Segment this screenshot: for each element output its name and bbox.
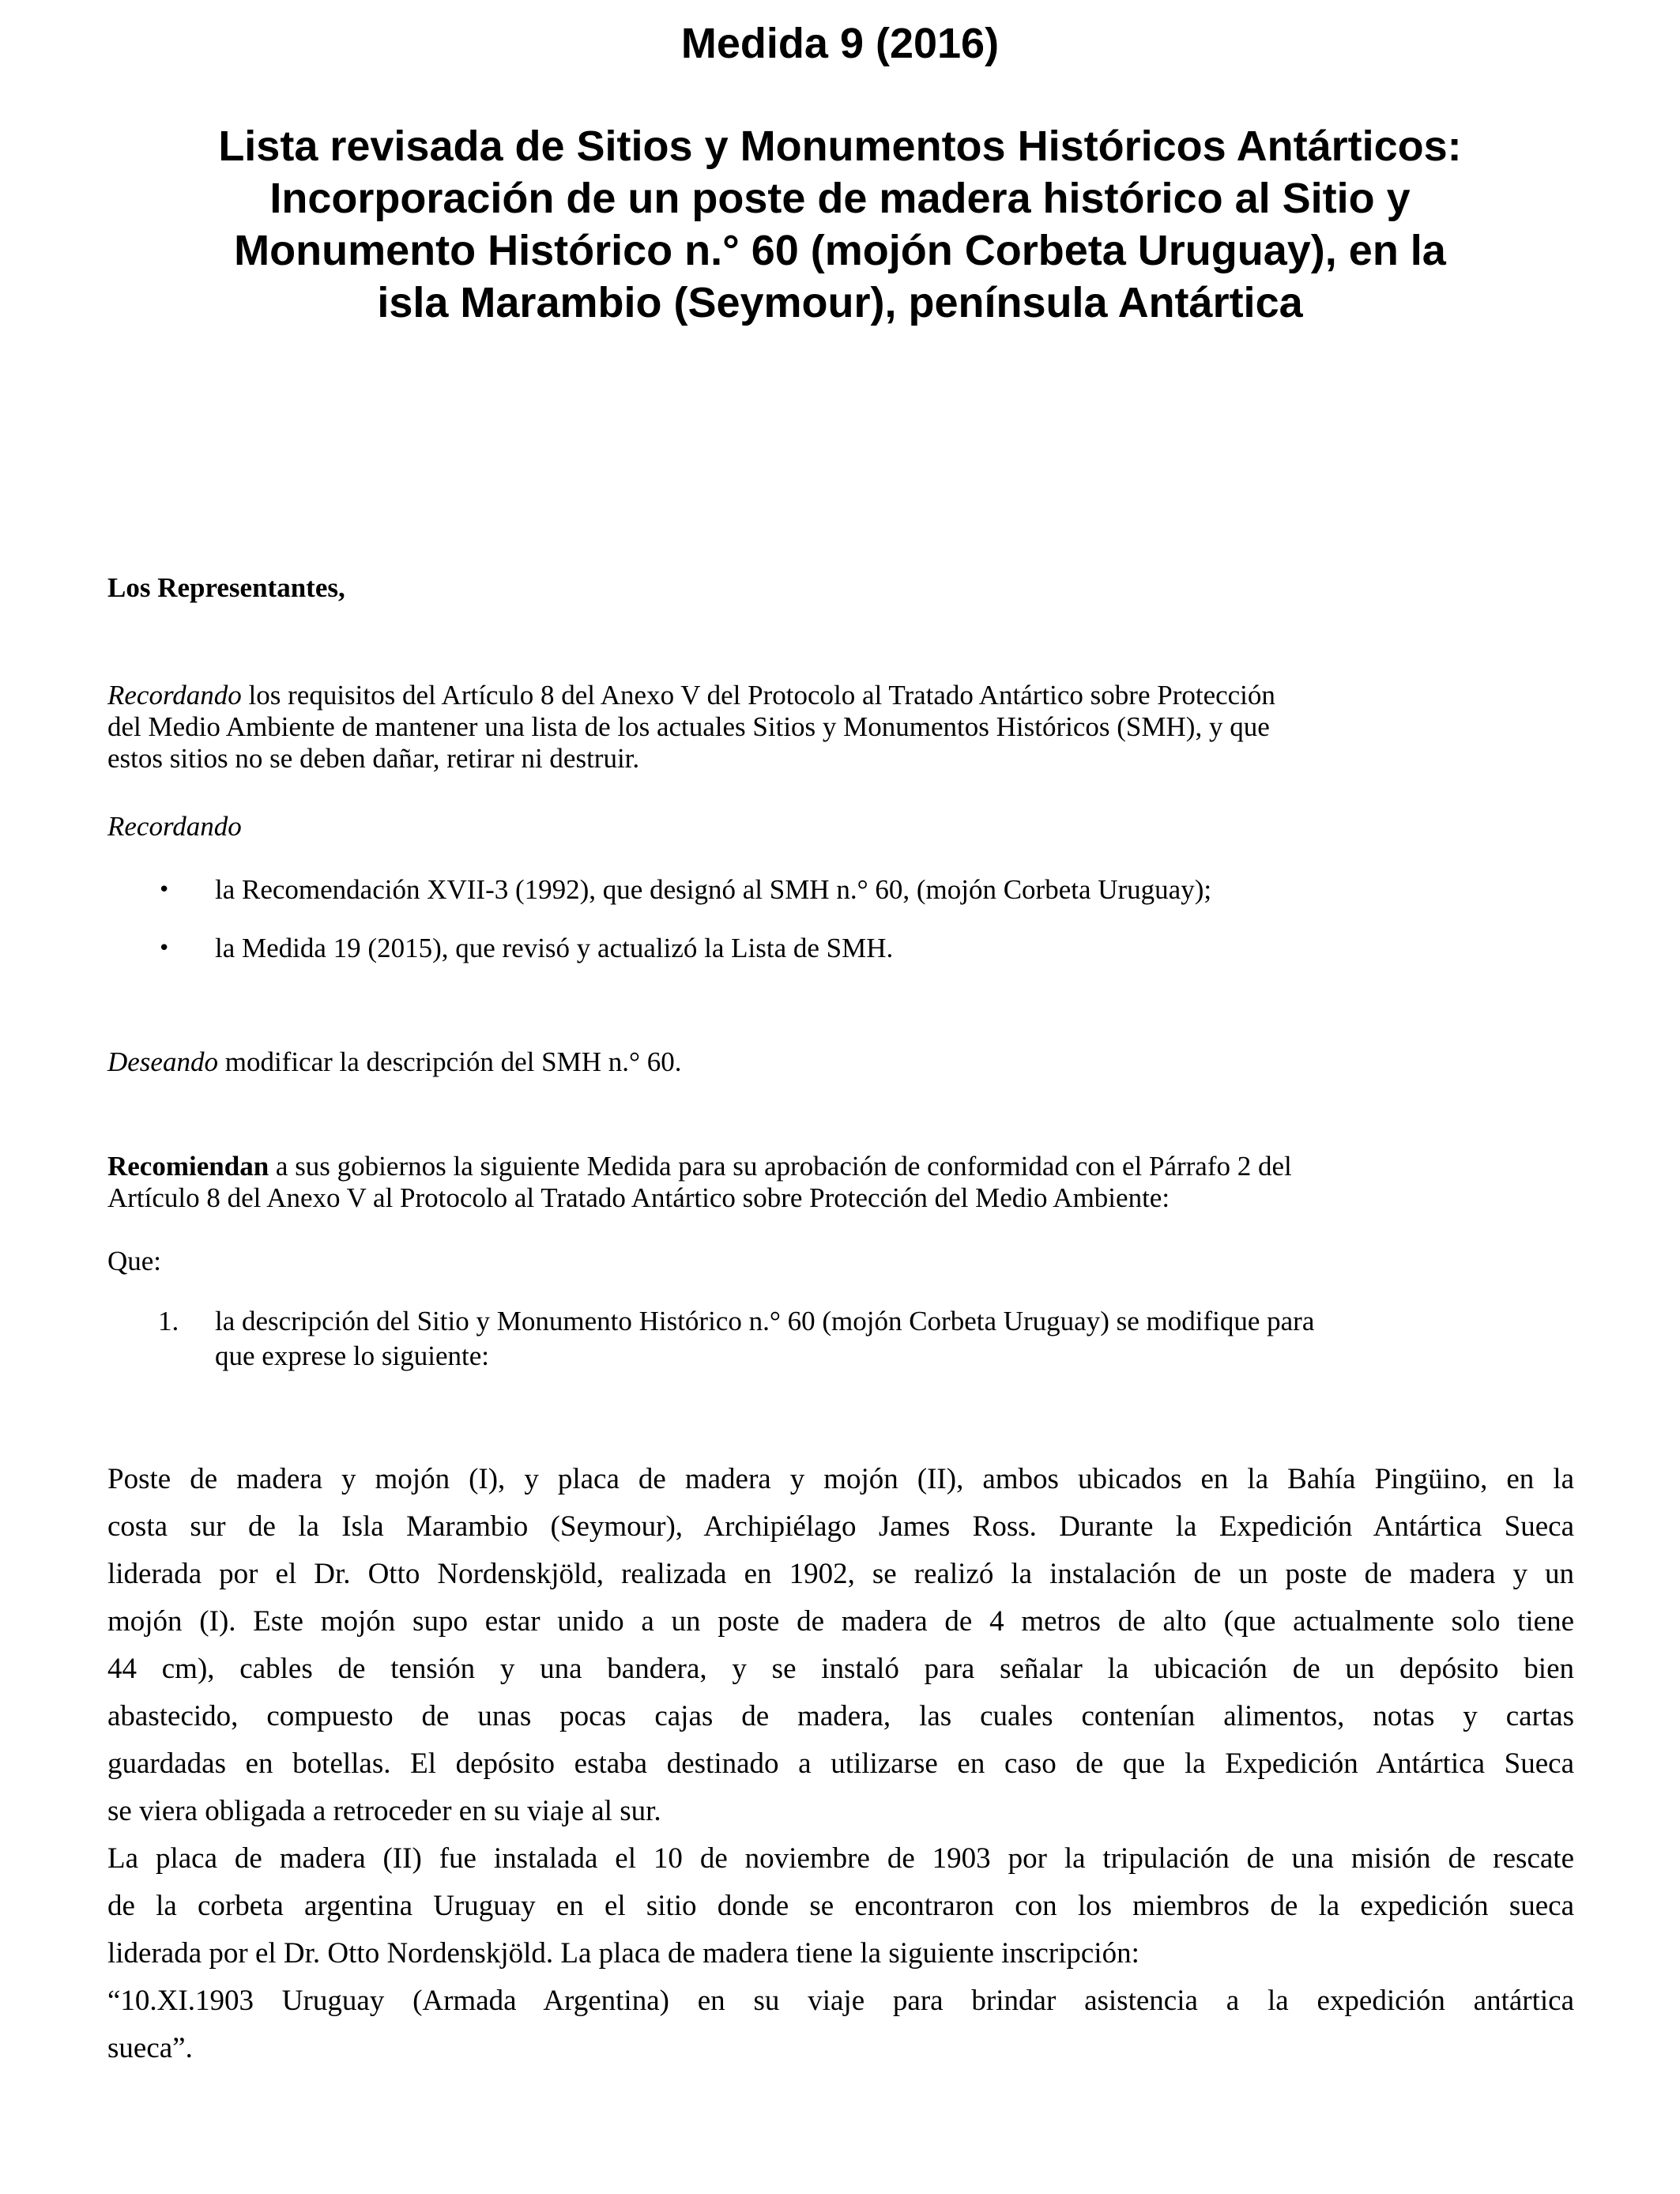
- list-item-text: la Medida 19 (2015), que revisó y actualizó la Lista de SMH.: [215, 933, 894, 963]
- title-line: isla Marambio (Seymour), península Antártica: [377, 279, 1303, 326]
- list-item-text: la Recomendación XVII-3 (1992), que designó al SMH n.° 60, (mojón Corbeta Uruguay);: [215, 874, 1212, 905]
- deseando-italic: Deseando: [107, 1046, 218, 1077]
- bullet-icon: •: [158, 937, 171, 960]
- deseando-paragraph: Deseando modificar la descripción del SMH n.° 60.: [107, 1046, 682, 1077]
- description-paragraph-2: La placa de madera (II) fue instalada el 10 de noviembre de 1903 por la tripulación de una misión de rescate de la corbeta argentina Uruguay en el sitio donde se encontraron con los miembros de la expedición sueca liderada por el Dr. Otto Nordenskjöld. La placa de madera tiene la siguiente inscripción: “10.XI.1903 Uruguay (Armada Argentina) en su viaje para brindar asistencia a la expedición antártica sueca”.: [107, 1842, 1574, 2064]
- item-number: 1.: [158, 1306, 179, 1336]
- title-line: Monumento Histórico n.° 60 (mojón Corbeta Uruguay), en la: [234, 227, 1446, 274]
- recomiendan-paragraph: Recomiendan a sus gobiernos la siguiente Medida para su aprobación de conformidad con el Párrafo 2 del Artículo 8 del Anexo V al Protocolo al Tratado Antártico sobre Protección del Medio Ambiente:: [107, 1151, 1292, 1213]
- description-paragraph-1: Poste de madera y mojón (I), y placa de madera y mojón (II), ambos ubicados en la Bahía Pingüino, en la costa sur de la Isla Marambio (Seymour), Archipiélago James Ross. Durante la Expedición Antártica Sueca liderada por el Dr. Otto Nordenskjöld, realizada en 1902, se realizó la instalación de un poste de madera y un mojón (I). Este mojón supo estar unido a un poste de madera de 4 metros de alto (que actualmente solo tiene 44 cm), cables de tensión y una bandera, y se instaló para señalar la ubicación de un depósito bien abastecido, compuesto de unas pocas cajas de madera, las cuales contenían alimentos, notas y cartas guardadas en botellas. El depósito estaba destinado a utilizarse en caso de que la Expedición Antártica Sueca se viera obligada a retroceder en su viaje al sur.: [107, 1463, 1574, 1827]
- recomiendan-bold: Recomiendan: [107, 1151, 269, 1182]
- numbered-item-text: la descripción del Sitio y Monumento Histórico n.° 60 (mojón Corbeta Uruguay) se modifique para que exprese lo siguiente:: [215, 1306, 1315, 1371]
- measure-title: [134, 120, 1546, 329]
- bullet-icon: •: [158, 878, 171, 902]
- recordando-italic: Recordando: [107, 680, 242, 711]
- title-line: Incorporación de un poste de madera histórico al Sitio y: [269, 175, 1411, 222]
- recordando-paragraph: Recordando los requisitos del Artículo 8 del Anexo V del Protocolo al Tratado Antártico sobre Protección del Medio Ambiente de mantener una lista de los actuales Sitios y Monumentos Históricos (SMH), y que estos sitios no se deben dañar, retirar ni destruir.: [107, 680, 1275, 774]
- que-label: Que:: [107, 1246, 162, 1276]
- title-line: Lista revisada de Sitios y Monumentos Históricos Antárticos:: [218, 123, 1462, 170]
- measure-heading: Medida 9 (2016): [680, 20, 1000, 67]
- representantes-label: Los Representantes,: [107, 572, 345, 603]
- recordando-label: Recordando: [107, 811, 242, 842]
